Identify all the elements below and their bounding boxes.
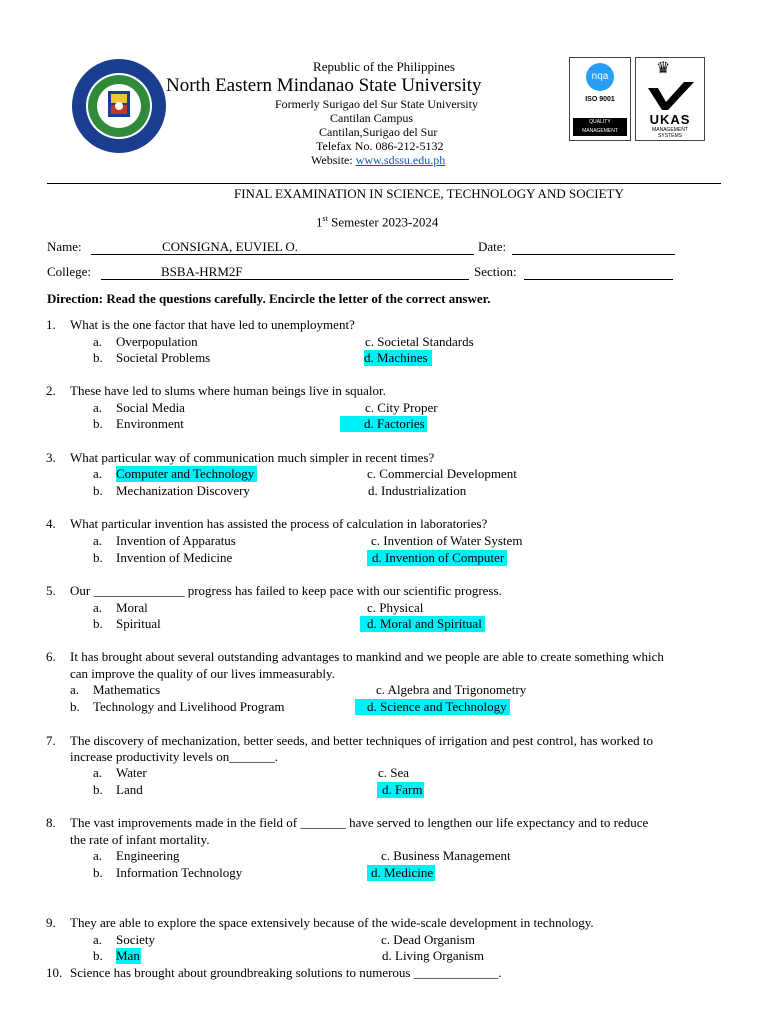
question-text-line-2: increase productivity levels on_______.: [70, 749, 278, 764]
option-c[interactable]: c. Business Management: [381, 848, 511, 863]
option-b-text[interactable]: Land: [116, 782, 143, 797]
option-b-letter[interactable]: b.: [93, 483, 103, 498]
campus-line: Cantilan Campus: [330, 111, 413, 125]
question-number: 3.: [46, 450, 56, 465]
address-line: Cantilan,Surigao del Sur: [319, 125, 438, 139]
option-c[interactable]: c. City Proper: [365, 400, 438, 415]
option-d-selected[interactable]: d. Factories: [340, 416, 427, 432]
option-a-letter[interactable]: a.: [93, 848, 103, 863]
option-b-text[interactable]: Spiritual: [116, 616, 161, 631]
option-a-letter[interactable]: a.: [93, 765, 103, 780]
question-number: 1.: [46, 317, 56, 332]
exam-title: FINAL EXAMINATION IN SCIENCE, TECHNOLOGY AND SOCIETY: [234, 186, 624, 201]
option-b-letter[interactable]: b.: [93, 350, 103, 365]
college-value: BSBA-HRM2F: [161, 264, 243, 279]
nqa-badge: nqa: [586, 63, 614, 91]
question-text: What particular way of communication much simpler in recent times?: [70, 450, 435, 465]
iso-label: ISO 9001: [585, 96, 615, 103]
question-text: What particular invention has assisted the process of calculation in laboratories?: [70, 516, 488, 531]
option-d-selected[interactable]: d. Medicine: [367, 865, 435, 881]
answer-blank: ______________: [93, 583, 185, 598]
option-b-letter[interactable]: b.: [93, 416, 103, 431]
option-d-selected[interactable]: d. Farm: [377, 782, 424, 798]
ukas-label: UKAS: [649, 112, 691, 127]
option-a-letter[interactable]: a.: [93, 466, 103, 481]
option-b-text[interactable]: Mechanization Discovery: [116, 483, 250, 498]
question-text: They are able to explore the space extensively because of the wide-scale development in technology.: [70, 915, 594, 930]
name-value: CONSIGNA, EUVIEL O.: [162, 239, 299, 254]
option-b-text[interactable]: Technology and Livelihood Program: [93, 699, 285, 714]
section-label: Section:: [474, 264, 517, 279]
checkmark-icon: [636, 80, 704, 112]
college-field[interactable]: [101, 264, 469, 280]
question-text: Science has brought about groundbreaking solutions to numerous _____________.: [70, 965, 502, 980]
question-number: 4.: [46, 516, 56, 531]
option-c[interactable]: c. Dead Organism: [381, 932, 475, 947]
semester-number: 1: [316, 214, 323, 230]
republic-line: Republic of the Philippines: [313, 59, 455, 74]
option-a-letter[interactable]: a.: [93, 932, 103, 947]
question-number: 5.: [46, 583, 56, 598]
directions: Direction: Read the questions carefully. Encircle the letter of the correct answer.: [47, 291, 491, 306]
question-number: 10.: [46, 965, 63, 980]
option-b-text[interactable]: Invention of Medicine: [116, 550, 233, 565]
option-d[interactable]: d. Industrialization: [368, 483, 467, 498]
option-b-text[interactable]: Societal Problems: [116, 350, 211, 365]
question-text: These have led to slums where human beings live in squalor.: [70, 383, 386, 398]
question-number: 6.: [46, 649, 56, 664]
semester-line: [316, 214, 438, 230]
option-a-text[interactable]: Moral: [116, 600, 148, 615]
option-b-letter[interactable]: b.: [93, 865, 103, 880]
question-number: 9.: [46, 915, 56, 930]
telefax-line: Telefax No. 086-212-5132: [316, 139, 444, 153]
option-a-text[interactable]: Water: [116, 765, 147, 780]
option-d-selected[interactable]: d. Moral and Spiritual: [360, 616, 485, 632]
option-d-selected[interactable]: d. Science and Technology: [355, 699, 510, 715]
header-divider: [47, 183, 721, 184]
option-a-text[interactable]: Mathematics: [93, 682, 161, 697]
option-d-selected[interactable]: d. Machines: [364, 350, 432, 366]
option-d[interactable]: d. Living Organism: [382, 948, 484, 963]
crown-icon: ♛: [656, 60, 671, 77]
option-a-text[interactable]: Overpopulation: [116, 334, 198, 349]
question-number: 2.: [46, 383, 56, 398]
option-b-text-selected[interactable]: Man: [116, 948, 140, 963]
question-text: What is the one factor that have led to unemployment?: [70, 317, 355, 332]
option-b-text[interactable]: Environment: [116, 416, 184, 431]
quality-management-label: QUALITY MANAGEMENT: [573, 118, 627, 136]
option-d-selected[interactable]: d. Invention of Computer: [367, 550, 507, 566]
option-a-text[interactable]: Society: [116, 932, 155, 947]
question-text-start: Our: [70, 583, 94, 598]
option-c[interactable]: c. Invention of Water System: [371, 533, 523, 548]
question-text-line-1: The vast improvements made in the field of _______ have served to lengthen our life expectancy and to reduce: [70, 815, 649, 830]
option-c[interactable]: c. Physical: [367, 600, 424, 615]
question-text-line-2: can improve the quality of our lives immeasurably.: [70, 666, 335, 681]
management-systems-label: MANAGEMENT SYSTEMS: [652, 127, 688, 139]
name-field[interactable]: [91, 239, 474, 255]
website-line: [311, 153, 445, 168]
option-b-text[interactable]: Information Technology: [116, 865, 243, 880]
date-field[interactable]: [512, 239, 675, 255]
option-a-letter[interactable]: a.: [93, 334, 103, 349]
nqa-iso-logo: [569, 57, 631, 141]
college-label: College:: [47, 264, 92, 279]
option-c[interactable]: c. Commercial Development: [367, 466, 517, 481]
option-c[interactable]: c. Sea: [378, 765, 410, 780]
university-name: North Eastern Mindanao State University: [166, 75, 482, 96]
question-text-line-1: It has brought about several outstanding advantages to mankind and we people are able to create something which: [70, 649, 664, 664]
question-text-end: progress has failed to keep pace with our scientific progress.: [184, 583, 502, 598]
option-b-letter[interactable]: b.: [93, 616, 103, 631]
option-b-letter[interactable]: b.: [93, 550, 103, 565]
website-label: Website:: [311, 153, 356, 167]
option-a-letter[interactable]: a.: [93, 600, 103, 615]
name-label: Name:: [47, 239, 82, 254]
website-link[interactable]: www.sdssu.edu.ph: [355, 153, 446, 167]
question-text: [70, 583, 502, 599]
option-c[interactable]: c. Societal Standards: [365, 334, 474, 349]
option-a-letter[interactable]: a.: [93, 400, 103, 415]
option-b-letter[interactable]: b.: [70, 699, 80, 714]
option-a-text-selected[interactable]: Computer and Technology: [116, 466, 257, 482]
option-b-letter[interactable]: b.: [93, 782, 103, 797]
question-number: 8.: [46, 815, 56, 830]
date-label: Date:: [478, 239, 507, 254]
option-a-letter[interactable]: a.: [70, 682, 80, 697]
option-a-text[interactable]: Invention of Apparatus: [116, 533, 236, 548]
question-number: 7.: [46, 733, 56, 748]
formerly-line: Formerly Surigao del Sur State University: [275, 97, 478, 111]
semester-suffix: st: [322, 214, 328, 223]
section-field[interactable]: [524, 264, 673, 280]
option-c[interactable]: c. Algebra and Trigonometry: [376, 682, 527, 697]
option-a-text[interactable]: Engineering: [116, 848, 180, 863]
option-b-letter[interactable]: b.: [93, 948, 103, 963]
semester-text: Semester 2023-2024: [327, 214, 439, 230]
ukas-logo: [635, 57, 705, 141]
option-a-text[interactable]: Social Media: [116, 400, 185, 415]
question-text-line-2: the rate of infant mortality.: [70, 832, 210, 847]
question-text-line-1: The discovery of mechanization, better seeds, and better techniques of irrigation and pest control, has worked to: [70, 733, 654, 748]
option-a-letter[interactable]: a.: [93, 533, 103, 548]
